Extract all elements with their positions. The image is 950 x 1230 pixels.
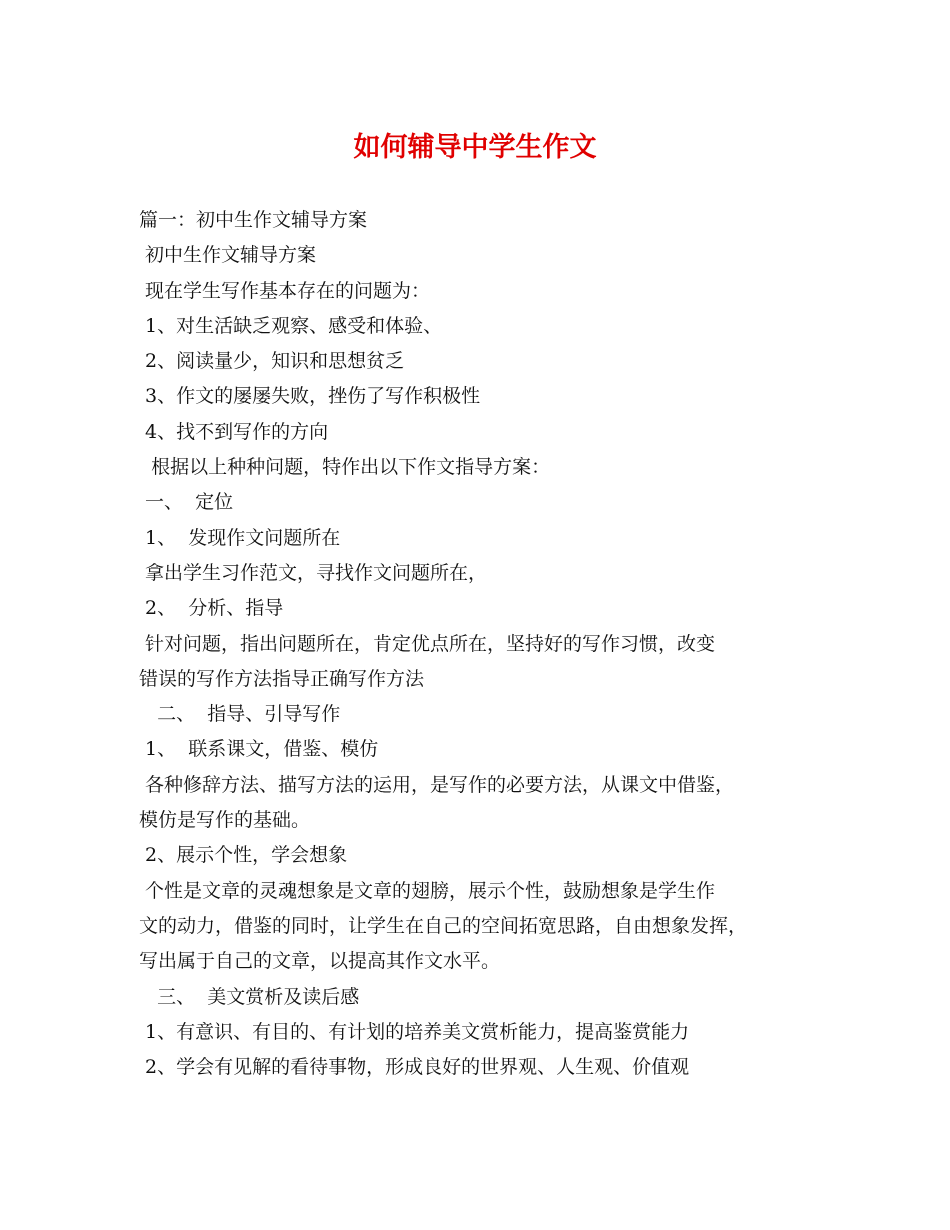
- body-line: 初中生作文辅导方案: [139, 244, 317, 267]
- body-line: 2、展示个性，学会想象: [139, 844, 348, 867]
- body-line: 2、学会有见解的看待事物，形成良好的世界观、人生观、价值观: [139, 1056, 690, 1079]
- body-line: 篇一：初中生作文辅导方案: [139, 209, 368, 231]
- body-line: 根据以上种种问题，特作出以下作文指导方案：: [139, 456, 551, 479]
- body-line: 1、对生活缺乏观察、感受和体验、: [139, 314, 443, 337]
- body-line: 1、有意识、有目的、有计划的培养美文赏析能力，提高鉴赏能力: [139, 1020, 690, 1043]
- body-line: 2、阅读量少，知识和思想贫乏: [139, 350, 405, 373]
- body-line: 各种修辞方法、描写方法的运用，是写作的必要方法，从课文中借鉴，: [139, 773, 735, 796]
- body-line: 拿出学生习作范文，寻找作文问题所在，: [139, 561, 488, 584]
- body-line: 4、找不到写作的方向: [139, 420, 329, 443]
- body-line: 1、 发现作文问题所在: [139, 526, 341, 549]
- body-line: 个性是文章的灵魂想象是文章的翅膀，展示个性，鼓励想象是学生作: [139, 879, 716, 902]
- body-line: 一、 定位: [139, 491, 234, 514]
- body-line: 现在学生写作基本存在的问题为：: [139, 279, 431, 302]
- body-line: 1、 联系课文，借鉴、模仿: [139, 738, 379, 761]
- body-line: 2、 分析、指导: [139, 597, 284, 620]
- body-line: 错误的写作方法指导正确写作方法: [139, 667, 425, 690]
- body-line: 二、 指导、引导写作: [139, 703, 341, 726]
- body-line: 针对问题，指出问题所在，肯定优点所在，坚持好的写作习惯，改变: [139, 632, 716, 655]
- document-body: [139, 203, 819, 1085]
- body-line: 3、作文的屡屡失败，挫伤了写作积极性: [139, 385, 481, 408]
- body-line: 写出属于自己的文章，以提高其作文水平。: [139, 950, 501, 973]
- body-line: 三、 美文赏析及读后感: [139, 985, 360, 1008]
- body-line: 文的动力，借鉴的同时，让学生在自己的空间拓宽思路，自由想象发挥，: [139, 914, 748, 937]
- document-title: 如何辅导中学生作文: [353, 132, 597, 163]
- body-line: 模仿是写作的基础。: [139, 809, 311, 832]
